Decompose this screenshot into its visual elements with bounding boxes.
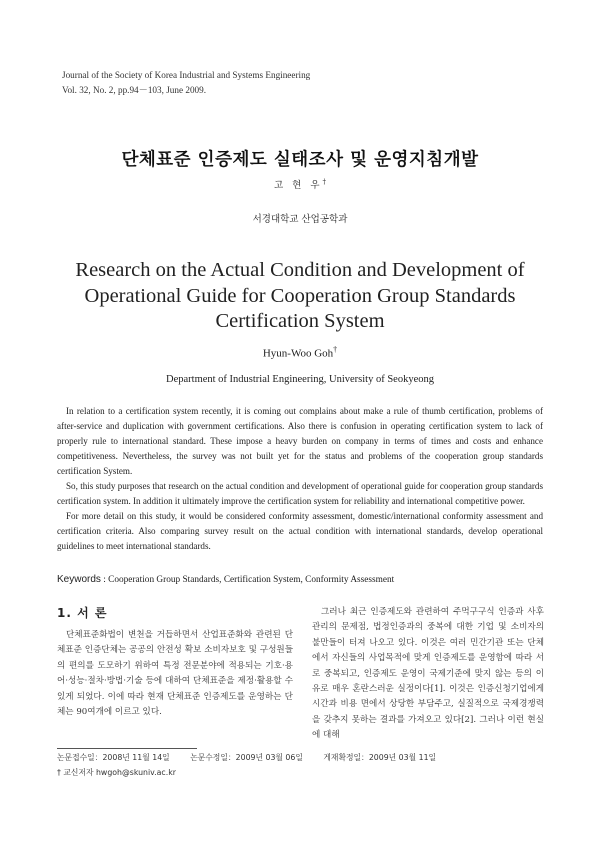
keywords-label: Keywords	[57, 574, 101, 585]
abstract-paragraph-2: So, this study purposes that research on the actual condition and development of operational guide for cooperation group standards certification system. In addition it ultimately improve the certification system for reliability and international competitive power.	[57, 481, 543, 506]
korean-title: 단체표준 인증제도 실태조사 및 운영지침개발	[121, 150, 479, 170]
body-left-column	[57, 628, 293, 720]
keywords-text: Cooperation Group Standards, Certification System, Conformity Assessment	[108, 575, 395, 585]
abstract-paragraph-1: In relation to a certification system recently, it is coming out complains about make a rule of thumb certification, problems of after-service and duplication with government certifications. Also there is confusion in operating certification system to lack of properly rule to international standard. These impose a heavy burden on company in terms of times and costs and enhance competitiveness. Nevertheless, the survey was not built yet for the status and problems of the cooperation group standards certification System.	[57, 406, 543, 476]
english-title	[60, 258, 540, 335]
english-author-dagger: †	[333, 345, 338, 354]
keywords: Keywords : Cooperation Group Standards, Certification System, Conformity Assessment	[57, 574, 395, 585]
section-heading: 1. 서 론	[57, 606, 108, 620]
english-title-line-3: Certification System	[215, 310, 385, 332]
accepted-date: 게재확정일：2009년 03월 11일	[323, 753, 437, 762]
journal-name: Journal of the Society of Korea Industrial and Systems Engineering	[62, 70, 311, 80]
english-author-name: Hyun-Woo Goh	[262, 347, 334, 360]
journal-volume: Vol. 32, No. 2, pp.94－103, June 2009.	[62, 84, 207, 95]
korean-author	[0, 177, 600, 191]
body-left-paragraph: 단체표준화법이 변천을 거듭하면서 산업표준화와 관련된 단체표준 인증단체는 공공의 안전성 확보 소비자보호 및 구성원들의 편의를 도모하기 위하여 특정 전문분야에 적용되는 기호·용어·성능·절차·방법·기술 등에 대하여 단체표준을 제정·활용할 수 있게 되었다. 이에 따라 현재 단체표준 인증제도를 운영하는 단체는 90여개에 이르고 있다.	[57, 630, 293, 718]
body-right-paragraph: 그러나 최근 인증제도와 관련하여 주먹구구식 인증과 사후관리의 문제점, 법정인증과의 중복에 대한 기업 및 소비자의 불만들이 터져 나오고 있다. 이것은 여러 민간기관 또는 단체에서 자신들의 사업목적에 맞게 인증제도를 운영함에 따라 서로 중복되고, 인증제도 운영이 국제기준에 맞지 않는 등의 이유로 매우 혼란스러운 실정이다[1]. 이것은 인증신청기업에게 시간과 비용 면에서 상당한 부담주고, 실질적으로 국제경쟁력을 갖추지 못하는 결과를 가져오고 있다[2]. 그러나 이런 현실에 대해	[312, 607, 544, 741]
body-right-column	[312, 605, 544, 744]
english-title-line-1: Research on the Actual Condition and Development of	[75, 259, 525, 281]
korean-affiliation: 서경대학교 산업공학과	[252, 214, 348, 225]
corresponding-author: 교신저자 hwgoh@skuniv.ac.kr	[63, 768, 176, 777]
english-title-line-2: Operational Guide for Cooperation Group Standards	[84, 284, 516, 307]
abstract	[57, 404, 543, 554]
received-date: 논문접수일：2008년 11월 14일	[57, 753, 170, 762]
journal-citation	[62, 68, 310, 97]
footnote-corresponding	[57, 767, 176, 778]
korean-author-name: 고 현 우	[273, 180, 323, 191]
revised-date: 논문수정일：2009년 03월 06일	[190, 753, 303, 762]
footnote-dates	[57, 752, 557, 763]
english-affiliation: Department of Industrial Engineering, University of Seokyeong	[166, 374, 434, 385]
korean-author-dagger: †	[322, 177, 327, 186]
footnote-dagger: †	[57, 768, 61, 777]
abstract-paragraph-3: For more detail on this study, it would be considered conformity assessment, domestic/international conformity assessment and certification criteria. Also comparing survey result on the actual condition with international standards, develop operational guidelines to meet international standards.	[57, 511, 543, 551]
footnote-divider	[57, 748, 197, 749]
english-author	[0, 345, 600, 360]
